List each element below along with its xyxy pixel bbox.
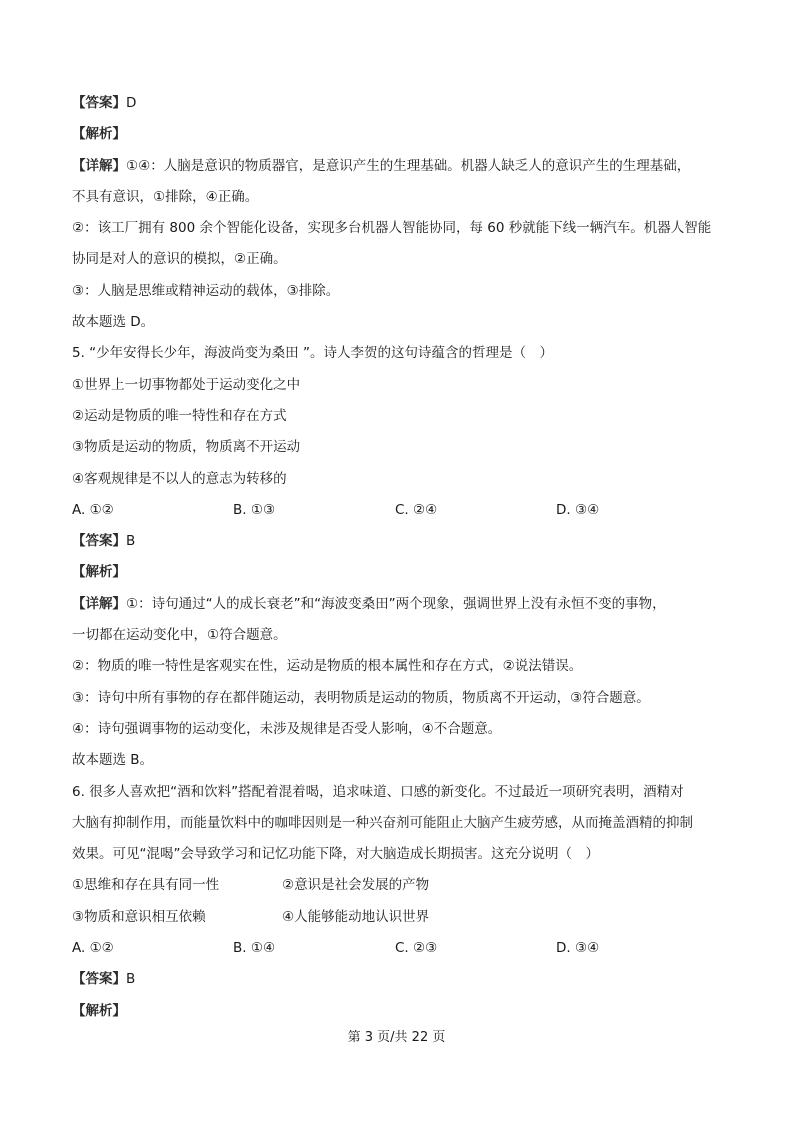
q4-conclusion: 故本题选 D。: [72, 314, 155, 331]
q5-line4: ③：诗句中所有事物的存在都伴随运动，表明物质是运动的物质，物质离不开运动，③符合题意。: [72, 689, 650, 706]
q5-item-3: ③物质是运动的物质，物质离不开运动: [72, 439, 301, 456]
q6-item-2: ②意识是社会发展的产物: [282, 877, 430, 894]
q5-detail-line1: [72, 589, 724, 620]
q4-line4: 协同是对人的意识的模拟，②正确。: [72, 251, 287, 268]
analysis-tag: 【解析】: [72, 126, 126, 143]
q6-items-row1: [72, 870, 724, 901]
q6-answer: [72, 964, 724, 995]
detail-text: ①：诗句通过“人的成长衰老”和“海波变桑田”两个现象，强调世界上没有永恒不变的事物，: [126, 595, 666, 612]
answer-tag: 【答案】: [72, 971, 126, 988]
q4-detail-line2: 不具有意识，①排除，④正确。: [72, 188, 259, 205]
q5-detail-line2: 一切都在运动变化中，①符合题意。: [72, 627, 287, 644]
q5-option-d: D. ③④: [556, 501, 600, 518]
q6-stem-line1: 6. 很多人喜欢把“酒和饮料”搭配着混着喝，追求味道、口感的新变化。不过最近一项研究表明，酒精对: [72, 783, 684, 800]
q6-option-d: D. ③④: [556, 940, 600, 957]
q5-item-2: ②运动是物质的唯一特性和存在方式: [72, 407, 287, 424]
q5-item-1: ①世界上一切事物都处于运动变化之中: [72, 376, 301, 393]
q5-option-c: C. ②④: [395, 501, 438, 518]
q6-item-1: ①思维和存在具有同一性: [72, 877, 220, 894]
answer-tag: 【答案】: [72, 95, 126, 111]
q4-detail-line1: [72, 151, 724, 182]
page-footer: 第 3 页/共 22 页: [347, 1030, 446, 1045]
q6-stem-line2: 大脑有抑制作用，而能量饮料中的咖啡因则是一种兴奋剂可能阻止大脑产生疲劳感，从而掩盖酒精的抑制: [72, 814, 693, 831]
q5-stem: 5. “少年安得长少年，海波尚变为桑田 ”。诗人李贺的这句诗蕴含的哲理是（ ）: [72, 345, 553, 362]
q5-options: [72, 495, 724, 526]
q5-line5: ④：诗句强调事物的运动变化，未涉及规律是否受人影响，④不合题意。: [72, 720, 502, 737]
q5-option-a: A. ①②: [72, 501, 114, 518]
q5-conclusion: 故本题选 B。: [72, 752, 154, 769]
q6-option-a: A. ①②: [72, 940, 114, 957]
q4-line5: ③：人脑是思维或精神运动的载体，③排除。: [72, 282, 340, 299]
answer-value: B: [126, 971, 136, 988]
q4-analysis-heading: [72, 119, 724, 150]
answer-tag: 【答案】: [72, 533, 126, 550]
q5-line3: ②：物质的唯一特性是客观实在性，运动是物质的根本属性和存在方式，②说法错误。: [72, 658, 583, 675]
document-page: [72, 88, 724, 1027]
q5-analysis-heading: [72, 557, 724, 588]
q5-item-4: ④客观规律是不以人的意志为转移的: [72, 470, 287, 487]
detail-text: ①④：人脑是意识的物质器官，是意识产生的生理基础。机器人缺乏人的意识产生的生理基础，: [126, 157, 691, 174]
detail-tag: 【详解】: [72, 595, 126, 612]
answer-value: B: [126, 533, 136, 550]
q5-option-b: B. ①③: [233, 501, 276, 518]
q6-options: [72, 933, 724, 964]
analysis-tag: 【解析】: [72, 1002, 126, 1019]
q6-stem-line3: 效果。可见“混喝”会导致学习和记忆功能下降，对大脑造成长期损害。这充分说明（ ）: [72, 846, 599, 863]
q6-item-4: ④人能够能动地认识世界: [282, 908, 430, 925]
q6-items-row2: [72, 902, 724, 933]
analysis-tag: 【解析】: [72, 564, 126, 581]
q4-answer: [72, 88, 724, 119]
q4-line3: ②：该工厂拥有 800 余个智能化设备，实现多台机器人智能协同，每 60 秒就能下线一辆汽车。机器人智能: [72, 220, 712, 237]
q6-analysis-heading: [72, 996, 724, 1027]
detail-tag: 【详解】: [72, 157, 126, 174]
q6-option-c: C. ②③: [395, 940, 438, 957]
q6-option-b: B. ①④: [233, 940, 276, 957]
answer-value: D: [126, 95, 137, 111]
q5-answer: [72, 526, 724, 557]
q6-item-3: ③物质和意识相互依赖: [72, 908, 206, 925]
